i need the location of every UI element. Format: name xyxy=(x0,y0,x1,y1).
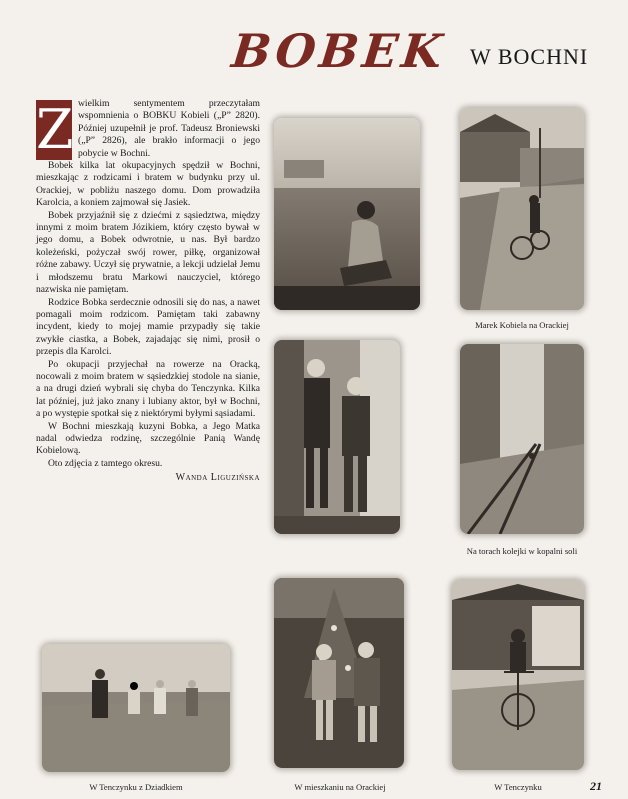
article-text xyxy=(36,98,260,485)
paragraph: wielkim sentymentem przeczytałam wspomnienia o BOBKU Kobieli („P” 2820). Później uzupełnił je prof. Tadeusz Broniewski („P” 2826), ale brakło informacji o jego pobycie w Bochni. xyxy=(78,98,260,159)
photo-grandfather xyxy=(42,644,230,772)
author-signature: Wanda Liguzińska xyxy=(175,472,260,484)
photo-boy-sitting xyxy=(274,118,420,310)
caption-street: Marek Kobiela na Orackiej xyxy=(475,320,569,330)
caption-grandfather: W Tenczynku z Dziadkiem xyxy=(89,782,183,792)
drop-cap: Z xyxy=(36,98,74,161)
caption-rails: Na torach kolejki w kopalni soli xyxy=(466,546,578,556)
page-number: 21 xyxy=(590,779,602,793)
photo-rails xyxy=(460,344,584,534)
photo-street xyxy=(460,108,584,310)
caption-bike: W Tenczynku xyxy=(494,782,542,792)
paragraph: Bobek kilka lat okupacyjnych spędził w Bochni, mieszkając z rodzicami i bratem w budynku przy ul. Orackiej, w pobliżu naszego domu. Dom prowadziła Karolcia, a koniem zajmował się Jasiek. xyxy=(36,160,260,209)
paragraph: W Bochni mieszkają kuzyni Bobka, a Jego Matka nadal odwiedza rodzinę, szczególnie Panią Wandę Kobielową. xyxy=(36,420,260,457)
caption-apartment: W mieszkaniu na Orackiej xyxy=(294,782,386,792)
title-subtitle: W BOCHNI xyxy=(470,44,589,69)
photo-two-boys xyxy=(274,340,400,534)
paragraph: Oto zdjęcia z tamtego okresu. xyxy=(48,457,163,469)
photo-bike xyxy=(452,580,584,770)
paragraph: Bobek przyjaźnił się z dziećmi z sąsiedztwa, między innymi z moim bratem Józikiem, który często bywał w jego domu, a Bobek odwrotnie, u nas. Był bardzo koleżeński, pożyczał swój rower, piłkę, organizował różne zabawy. Uczył się prywatnie, a lekcji udzielał Jemu i młodszemu bratu Markowi nauczyciel, którego nazwiska nie pamiętam. xyxy=(36,209,260,296)
paragraph: Rodzice Bobka serdecznie odnosili się do nas, a nawet pomagali moim rodzicom. Pamiętam taki zabawny incydent, kiedy to mojej mamie przypadły się takie zwykłe ciastka, a Bobek, zajadając się nimi, prosił o przepis dla Karolci. xyxy=(36,296,260,358)
photo-apartment xyxy=(274,578,404,768)
paragraph: Po okupacji przyjechał na rowerze na Oracką, nocowali z moim bratem w sąsiedzkiej stodole na sianie, a na drugi dzień wybrali się chyba do Tenczynka. Kilka lat później, już jako znany i lubiany aktor, był w Bochni, a po występie spotkał się z niektórymi byłymi sąsiadami. xyxy=(36,358,260,420)
title-logo: BOBEK xyxy=(229,24,449,78)
